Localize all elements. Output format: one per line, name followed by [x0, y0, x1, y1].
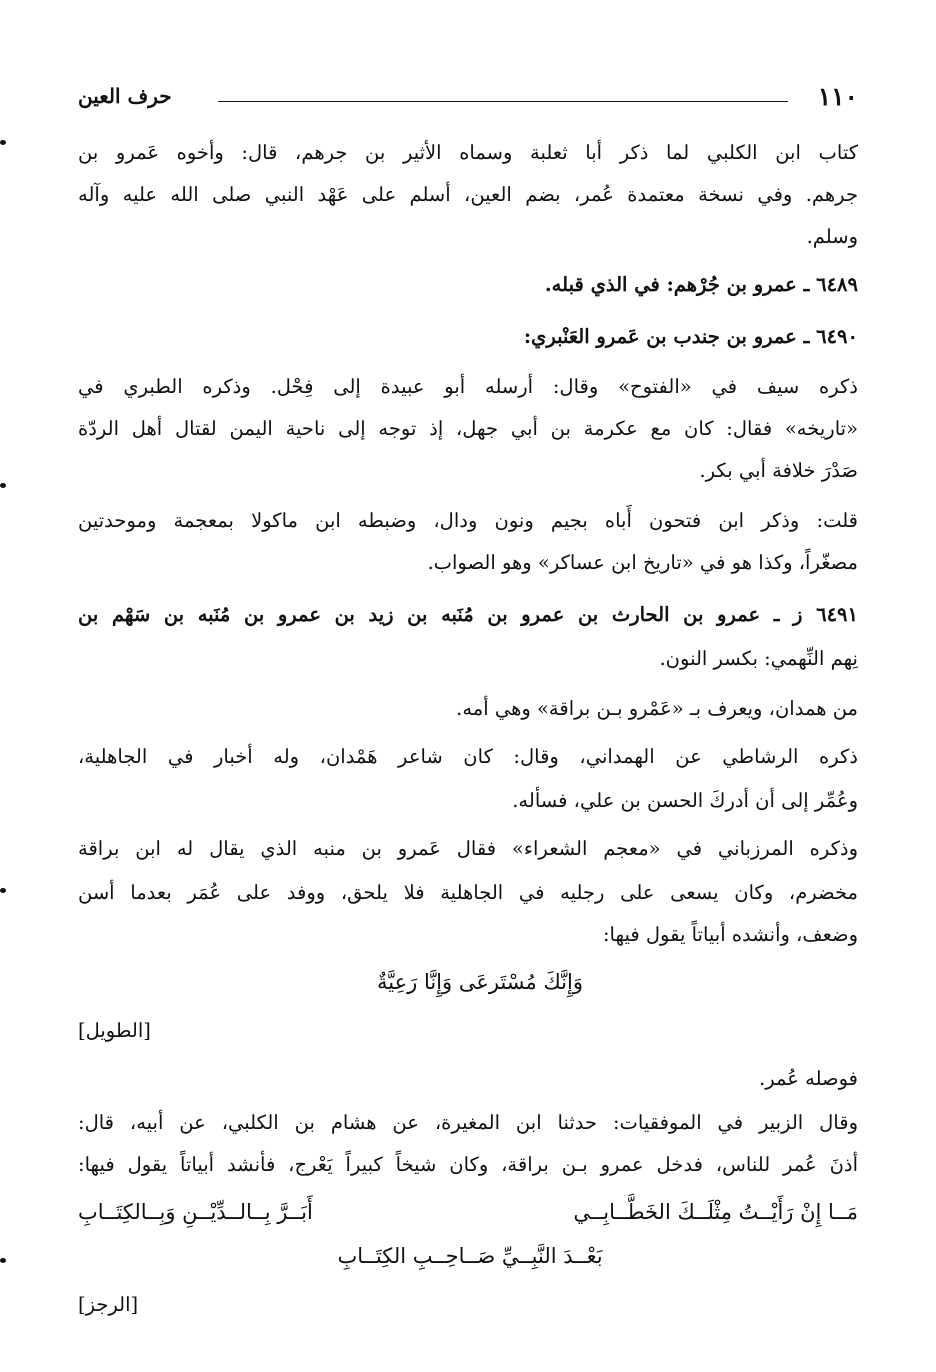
page-header	[78, 82, 858, 116]
text-line: ذكره الرشاطي عن الهمداني، وقال: كان شاعر هَمْدان، وله أخبار في الجاهلية،	[78, 745, 858, 768]
text-line: فوصله عُمر.	[759, 1067, 858, 1090]
margin-mark	[0, 1258, 6, 1263]
header-rule	[218, 101, 788, 102]
margin-mark	[0, 888, 6, 893]
text-line: وذكره المرزباني في «معجم الشعراء» فقال عَمرو بن منبه الذي يقال له ابن براقة	[78, 837, 858, 860]
margin-mark	[0, 483, 6, 488]
text-line: مصغّراً، وكذا هو في «تاريخ ابن عساكر» وهو الصواب.	[427, 551, 858, 574]
text-line: جرهم. وفي نسخة معتمدة عُمر، بضم العين، أسلم على عَهْد النبي صلى الله عليه وآله	[78, 183, 858, 206]
text-line: وسلم.	[806, 225, 858, 248]
text-line: «تاريخه» فقال: كان مع عكرمة بن أبي جهل، إذ توجه إلى ناحية اليمن لقتال أهل الردّة	[78, 417, 858, 440]
text-line: كتاب ابن الكلبي لما ذكر أبا ثعلبة وسماه الأثير بن جرهم، قال: وأخوه عَمرو بن	[78, 141, 858, 164]
text-line: مخضرم، وكان يسعى على رجليه في الجاهلية فلا يلحق، ووفد على عُمَر بعدما أسن	[78, 881, 858, 904]
text-line: أذنَ عُمر للناس، فدخل عمرو بـن براقة، وكان شيخاً كبيراً يَعْرج، فأنشد أبياتاً يقول فيها:	[78, 1153, 858, 1176]
page-number: ١١٠	[817, 82, 858, 111]
running-head: حرف العين	[78, 84, 172, 108]
text-line: صَدْرَ خلافة أبي بكر.	[699, 459, 858, 482]
text-line: من همدان، ويعرف بـ «عَمْرو بـن براقة» وهي أمه.	[456, 697, 858, 720]
text-line: وضعف، وأنشده أبياتاً يقول فيها:	[602, 923, 858, 946]
entry-heading: ٦٤٨٩ ـ عمرو بن جُرْهم: في الذي قبله.	[544, 273, 858, 296]
text-line: ذكره سيف في «الفتوح» وقال: أرسله أبو عبيدة إلى فِحْل. وذكره الطبري في	[78, 375, 858, 398]
verse-hemistich: بَعْــدَ النَّبِــيِّ صَــاحِــبِ الكِتَــابِ	[337, 1244, 603, 1268]
text-line: قلت: وذكر ابن فتحون أَباه بجيم ونون ودال، وضبطه ابن ماكولا بمعجمة وموحدتين	[78, 509, 858, 532]
meter-label: [الطويل]	[78, 1019, 151, 1042]
text-line: نِهم النِّهمي: بكسر النون.	[659, 647, 858, 670]
text-line: وقال الزبير في الموفقيات: حدثنا ابن المغيرة، عن هشام بن الكلبي، عن أبيه، قال:	[78, 1111, 858, 1134]
entry-heading: ٦٤٩٠ ـ عمرو بن جندب بن عَمرو العَنْبري:	[523, 325, 858, 348]
verse-hemistich: أَبَــرَّ بِــالــدِّيْــنِ وَبِــالكِتَــابِ	[78, 1200, 313, 1224]
entry-heading: ٦٤٩١ ز ـ عمرو بن الحارث بن عمرو بن مُنَبه بن زيد بن عمرو بن مُنَبه بن سَهْم بن	[78, 603, 858, 626]
meter-label: [الرجز]	[78, 1293, 139, 1316]
verse-line: وَإِنَّكَ مُسْتَرعَى وَإِنَّا رَعِيَّةٌ	[377, 970, 583, 994]
margin-mark	[0, 140, 6, 145]
verse-hemistich: مَــا إِنْ رَأَيْــتُ مِثْلَــكَ الخَطَّــابِــي	[573, 1200, 858, 1224]
text-line: وعُمِّر إلى أن أدركَ الحسن بن علي، فسأله.	[512, 789, 858, 812]
